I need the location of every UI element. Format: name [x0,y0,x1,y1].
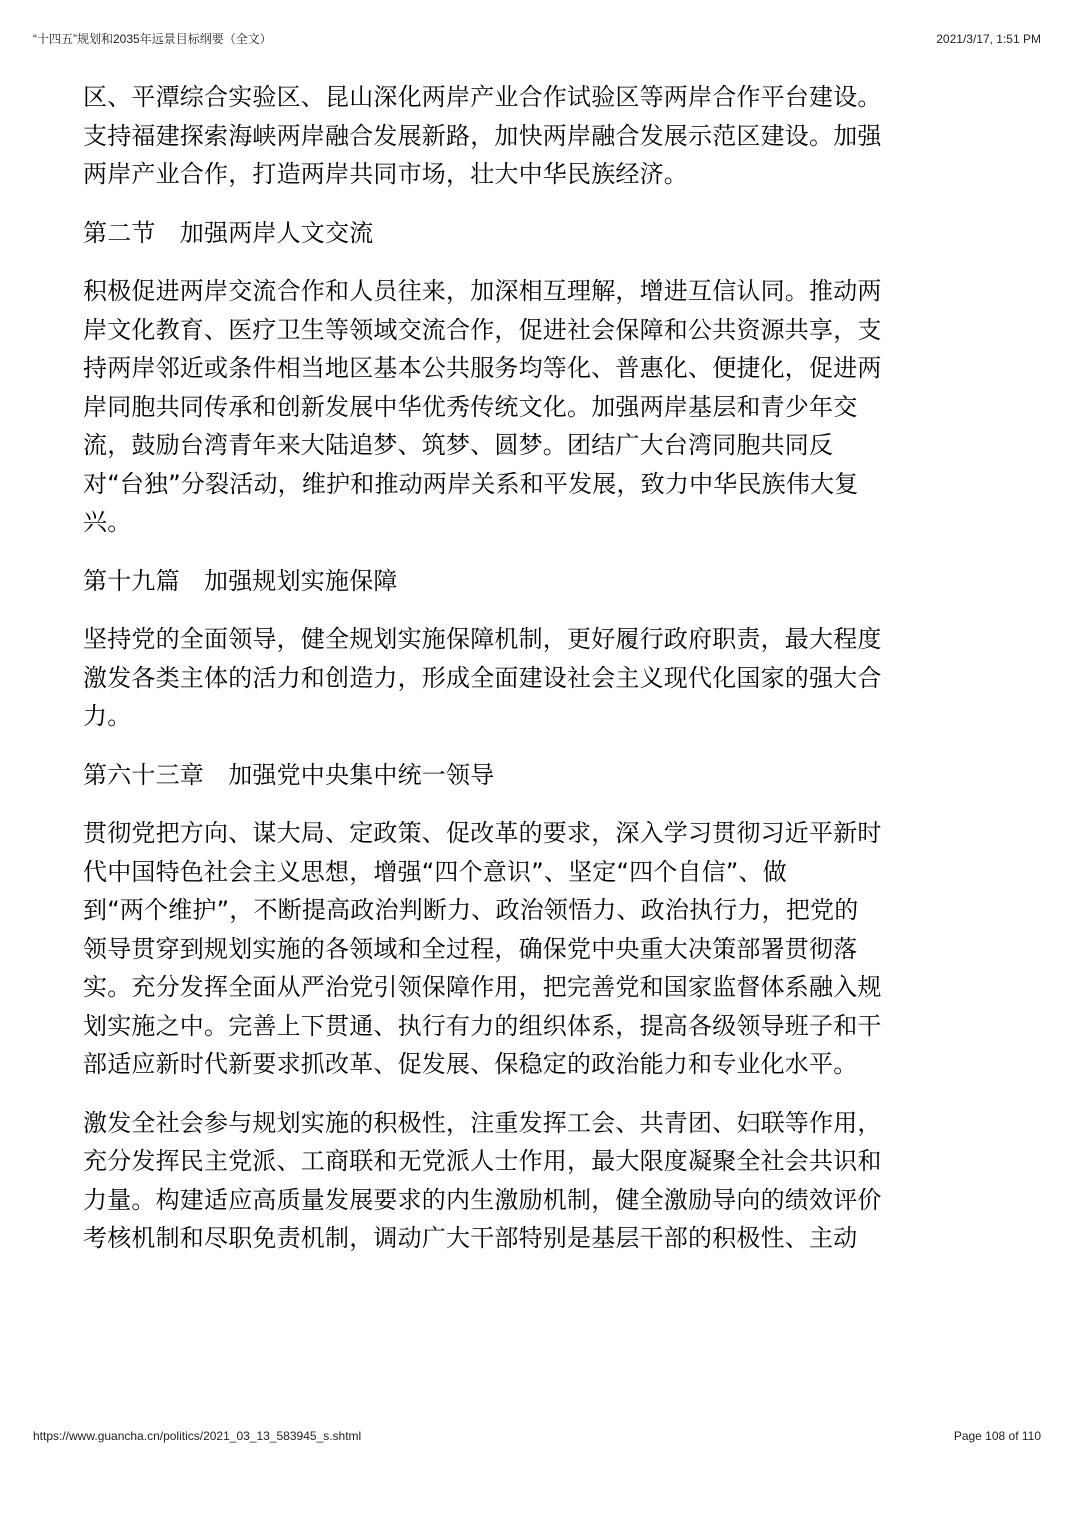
print-datetime: 2021/3/17, 1:51 PM [936,32,1041,46]
section-heading: 第二节 加强两岸人文交流 [83,218,374,247]
paragraph-cultural-exchange: 积极促进两岸交流合作和人员往来，加深相互理解，增进互信认同。推动两 岸文化教育、医疗卫生等领域交流合作，促进社会保障和公共资源共享，支 持两岸邻近或条件相当地区基本公共服务均等化、普惠化、便捷化，促进两 岸同胞共同传承和创新发展中华优秀传统文化。加强两岸基层和青少年交 流，鼓励台湾青年来大陆追梦、筑梦、圆梦。团结广大台湾同胞共同反 对“台独”分裂活动，维护和推动两岸关系和平发展，致力中华民族伟大复 兴。 [83,277,882,536]
page-indicator: Page 108 of 110 [953,1429,1041,1443]
print-footer [33,1428,1041,1444]
paragraph-party-leadership: 贯彻党把方向、谋大局、定政策、促改革的要求，深入学习贯彻习近平新时 代中国特色社会主义思想，增强“四个意识”、坚定“四个自信”、做 到“两个维护”，不断提高政治判断力、政治领悟力、政治执行力，把党的 领导贯穿到规划实施的各领域和全过程，确保党中央重大决策部署贯彻落 实。充分发挥全面从严治党引领保障作用，把完善党和国家监督体系融入规 划实施之中。完善上下贯通、执行有力的组织体系，提高各级领导班子和干 部适应新时代新要求抓改革、促发展、保稳定的政治能力和专业化水平。 [83,819,882,1078]
paragraph-social-participation: 激发全社会参与规划实施的积极性，注重发挥工会、共青团、妇联等作用， 充分发挥民主党派、工商联和无党派人士作用，最大限度凝聚全社会共识和 力量。构建适应高质量发展要求的内生激励机制，健全激励导向的绩效评价 考核机制和尽职免责机制，调动广大干部特别是基层干部的积极性、主动 [83,1108,882,1252]
document-title: “十四五”规划和2035年远景目标纲要（全文） [33,32,272,46]
chapter-heading: 第六十三章 加强党中央集中统一领导 [83,760,495,789]
print-header [33,31,1041,47]
part-heading: 第十九篇 加强规划实施保障 [83,566,398,595]
source-url[interactable]: https://www.guancha.cn/politics/2021_03_13_583945_s.shtml [33,1429,362,1443]
article-body [83,78,991,1278]
paragraph-cross-strait-platforms: 区、平潭综合实验区、昆山深化两岸产业合作试验区等两岸合作平台建设。 支持福建探索海峡两岸融合发展新路，加快两岸融合发展示范区建设。加强 两岸产业合作，打造两岸共同市场，壮大中华民族经济。 [83,83,882,188]
paragraph-part-intro: 坚持党的全面领导，健全规划实施保障机制，更好履行政府职责，最大程度 激发各类主体的活力和创造力，形成全面建设社会主义现代化国家的强大合 力。 [83,625,882,730]
